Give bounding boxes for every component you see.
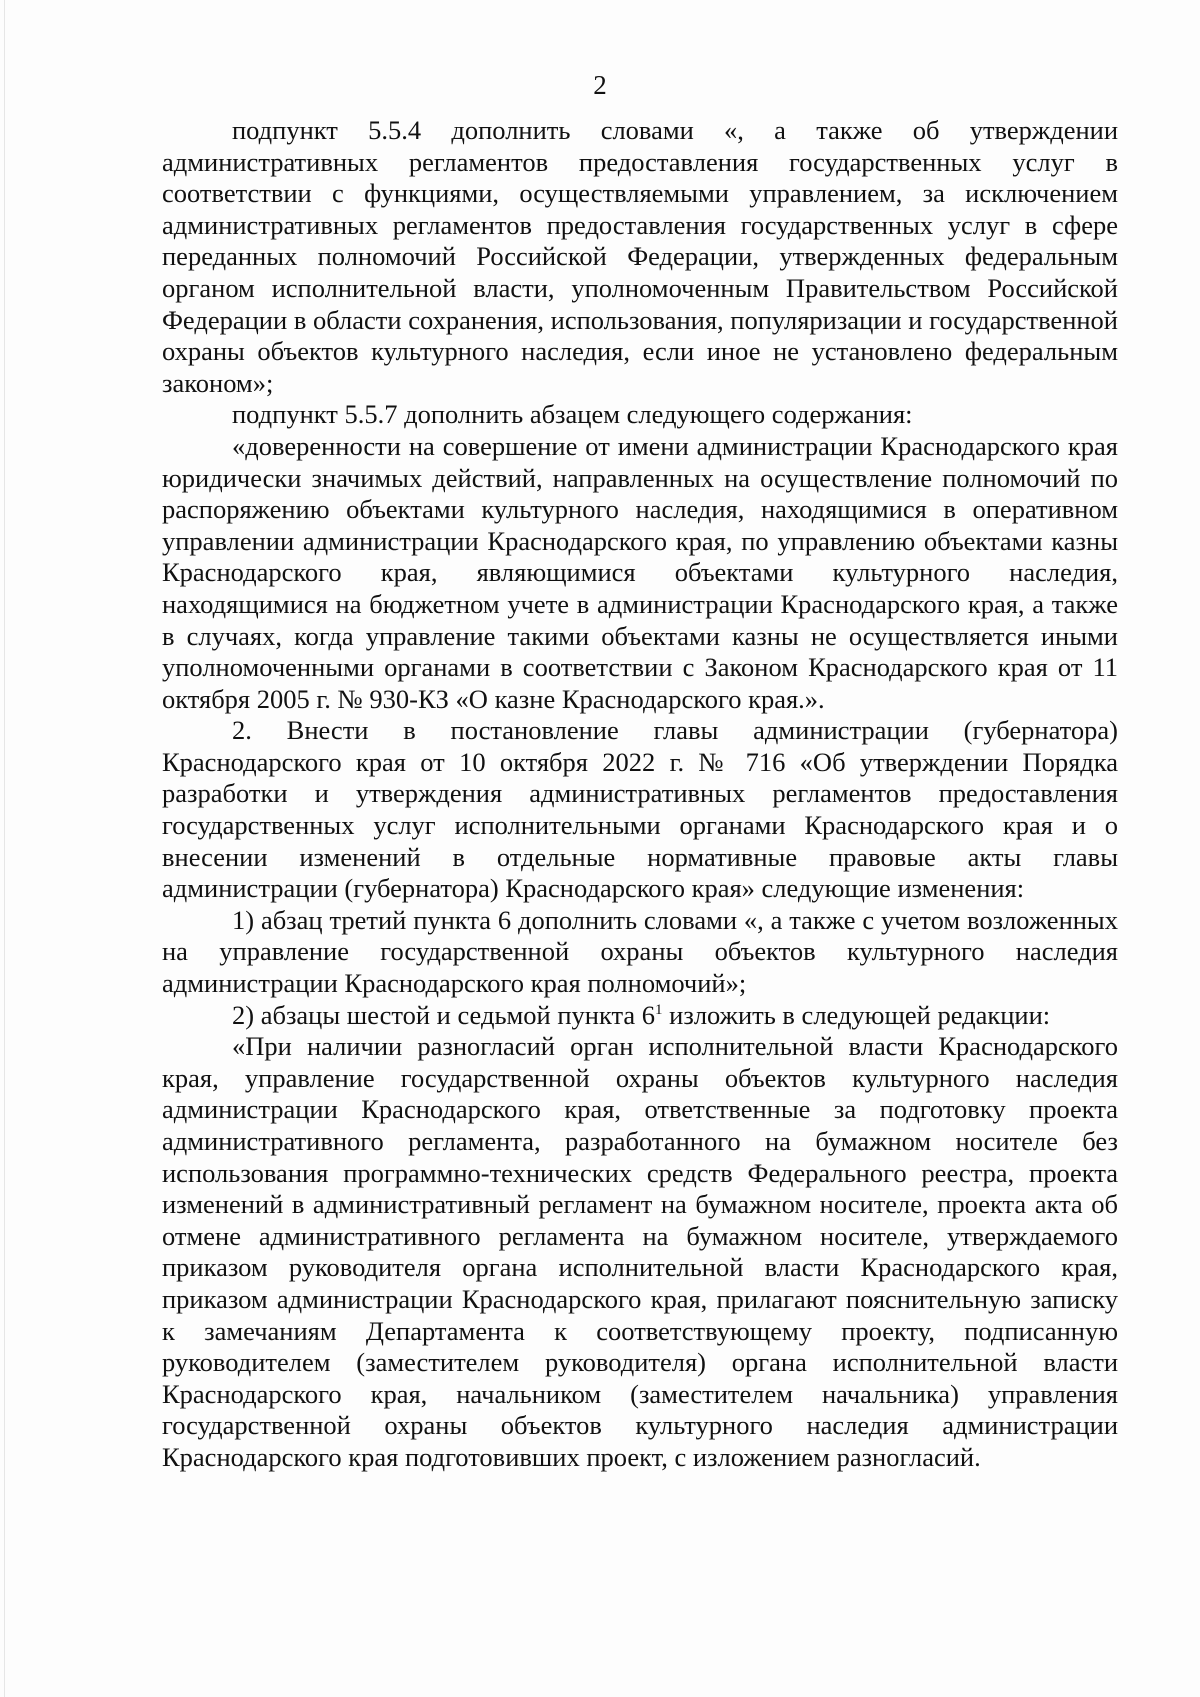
paragraph-subpoint-5-5-7: подпункт 5.5.7 дополнить абзацем следующего содержания: xyxy=(232,399,913,430)
page-number: 2 xyxy=(593,70,607,100)
paragraph-subitem-2 xyxy=(162,1000,1118,1032)
subitem-2-text-after: изложить в следующей редакции: xyxy=(662,999,1051,1030)
paragraph-power-of-attorney: «доверенности на совершение от имени администрации Краснодарского края юридически значимых действий, направленных на осуществление полномочий по распоряжению объектами культурного наследия, находящимися в оперативном управлении администрации Краснодарского края, по управлению объектами казны Краснодарского края, являющимися объектами культурного наследия, находящимися на бюджетном учете в администрации Краснодарского края, а также в случаях, когда управление такими объектами казны не осуществляется иными уполномоченными органами в соответствии с Законом Краснодарского края от 11 октября 2005 г. № 930-КЗ «О казне Краснодарского края.». xyxy=(162,430,1118,714)
paragraph-item-2: 2. Внести в постановление главы администрации (губернатора) Краснодарского края от 10 октября 2022 г. № 716 «Об утверждении Порядка разработки и утверждения административных регламентов предоставления государственных услуг исполнительными органами Краснодарского края и о внесении изменений в отдельные нормативные правовые акты главы администрации (губернатора) Краснодарского края» следующие изменения: xyxy=(162,715,1118,904)
scan-edge-line xyxy=(4,0,5,1697)
paragraph-disagreements: «При наличии разногласий орган исполнительной власти Краснодарского края, управление государственной охраны объектов культурного наследия администрации Краснодарского края, ответственные за подготовку проекта административного регламента, разработанного на бумажном носителе без использования программно-технических средств Федерального реестра, проекта изменений в административный регламент на бумажном носителе, проекта акта об отмене административного регламента на бумажном носителе, утверждаемого приказом руководителя органа исполнительной власти Краснодарского края, приказом администрации Краснодарского края, прилагают пояснительную записку к замечаниям Департамента к соответствующему проекту, подписанную руководителем (заместителем руководителя) органа исполнительной власти Краснодарского края, начальником (заместителем начальника) управления государственной охраны объектов культурного наследия администрации Краснодарского края подготовивших проект, с изложением разногласий. xyxy=(162,1031,1118,1472)
paragraph-subpoint-5-5-4: подпункт 5.5.4 дополнить словами «, а также об утверждении административных регламентов предоставления государственных услуг в соответствии с функциями, осуществляемыми управлением, за исключением административных регламентов предоставления государственных услуг в сфере переданных полномочий Российской Федерации, утвержденных федеральным органом исполнительной власти, уполномоченным Правительством Российской Федерации в области сохранения, использования, популяризации и государственной охраны объектов культурного наследия, если иное не установлено федеральным законом»; xyxy=(162,115,1118,398)
subitem-2-text-before: 2) абзацы шестой и седьмой пункта 6 xyxy=(232,999,656,1030)
paragraph-subitem-1: 1) абзац третий пункта 6 дополнить словами «, а также с учетом возложенных на управление государственной охраны объектов культурного наследия администрации Краснодарского края полномочий»; xyxy=(162,904,1118,999)
superscript-index: 1 xyxy=(655,1001,663,1018)
document-body xyxy=(162,115,1118,1474)
